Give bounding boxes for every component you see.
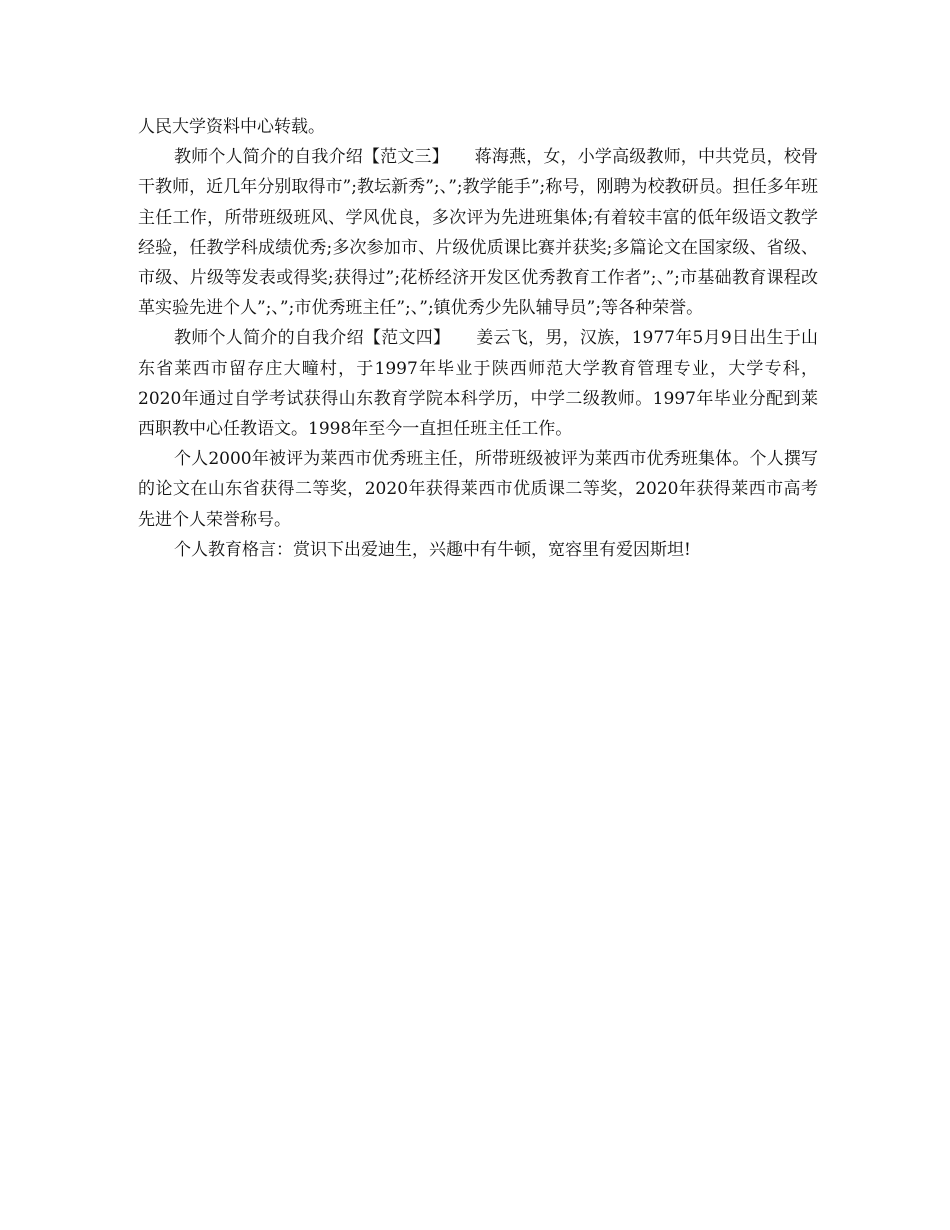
paragraph-honors: 个人2000年被评为莱西市优秀班主任，所带班级被评为莱西市优秀班集体。个人撰写的论文在山东省获得二等奖，2020年获得莱西市优质课二等奖，2020年获得莱西市高考先进个人荣誉称号。 [138, 449, 818, 530]
paragraph-motto: 个人教育格言：赏识下出爱迪生，兴趣中有牛顿，宽容里有爱因斯坦! [174, 539, 691, 560]
paragraph-sample-four: 教师个人简介的自我介绍【范文四】 姜云飞，男，汉族，1977年5月9日出生于山东省莱西市留存庄大疃村，于1997年毕业于陕西师范大学教育管理专业，大学专科，2020年通过自学考试获得山东教育学院本科学历，中学二级教师。1997年毕业分配到莱西职教中心任教语文。1998年至今一直担任班主任工作。 [138, 328, 818, 440]
paragraph-continuation: 人民大学资料中心转载。 [138, 117, 325, 137]
paragraph-sample-three: 教师个人简介的自我介绍【范文三】 蒋海燕，女，小学高级教师，中共党员，校骨干教师，近几年分别取得市”;教坛新秀”;、”;教学能手”;称号，刚聘为校教研员。担任多年班主任工作，所带班级班风、学风优良，多次评为先进班集体;有着较丰富的低年级语文教学经验，任教学科成绩优秀;多次参加市、片级优质课比赛并获奖;多篇论文在国家级、省级、市级、片级等发表或得奖;获得过”;花桥经济开发区优秀教育工作者”;、”;市基础教育课程改革实验先进个人”;、”;市优秀班主任”;、”;镇优秀少先队辅导员”;等各种荣誉。 [138, 147, 818, 319]
document-body [138, 112, 818, 565]
